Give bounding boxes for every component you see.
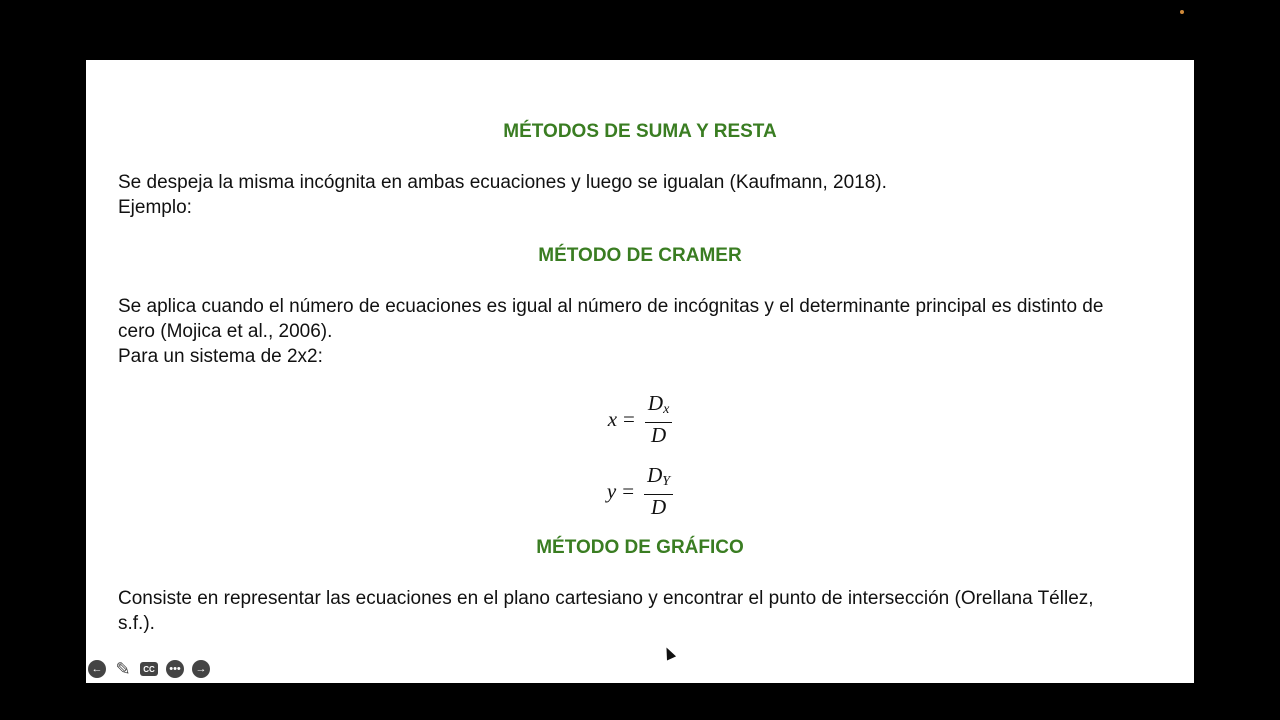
formula-variable: x [607, 406, 618, 431]
fraction-denominator: D [651, 423, 667, 447]
slide-canvas [86, 60, 1194, 683]
fraction [645, 392, 672, 446]
fraction-denominator: D [650, 495, 667, 519]
paragraph-line: Se aplica cuando el número de ecuaciones es igual al número de incógnitas y el determinante principal es distinto de [118, 296, 1104, 317]
pen-icon[interactable]: ✎ [115, 658, 131, 679]
more-options-icon[interactable]: ••• [166, 660, 184, 678]
equals-sign: = [623, 406, 635, 431]
paragraph-line: Ejemplo: [118, 197, 192, 218]
fraction-numerator: $D_x$ [645, 392, 672, 423]
paragraph-line: Se despeja la misma incógnita en ambas ecuaciones y luego se igualan (Kaufmann, 2018). [118, 172, 887, 193]
heading-grafico: MÉTODO DE GRÁFICO [536, 537, 744, 558]
heading-suma-resta: MÉTODOS DE SUMA Y RESTA [503, 121, 777, 142]
formula-variable: y [606, 478, 617, 503]
heading-cramer: MÉTODO DE CRAMER [538, 245, 742, 266]
paragraph-cramer [118, 294, 1178, 369]
fraction-numerator: $D_Y$ [644, 464, 673, 495]
fraction [644, 464, 673, 518]
paragraph-line: s.f.). [118, 613, 155, 634]
formula-x [86, 392, 1194, 446]
previous-slide-icon[interactable]: ← [88, 660, 106, 678]
paragraph-line: Para un sistema de 2x2: [118, 346, 323, 367]
paragraph-line: Consiste en representar las ecuaciones en el plano cartesiano y encontrar el punto de intersección (Orellana Téllez, [118, 588, 1094, 609]
paragraph-line: cero (Mojica et al., 2006). [118, 321, 333, 342]
captions-icon[interactable]: CC [140, 662, 158, 676]
formula-y [86, 464, 1194, 518]
paragraph-suma-resta [118, 170, 1178, 220]
paragraph-grafico [118, 586, 1178, 636]
slideshow-toolbar [88, 660, 210, 678]
equals-sign: = [622, 478, 635, 503]
next-slide-icon[interactable]: → [192, 660, 210, 678]
recording-indicator-dot [1180, 10, 1184, 14]
